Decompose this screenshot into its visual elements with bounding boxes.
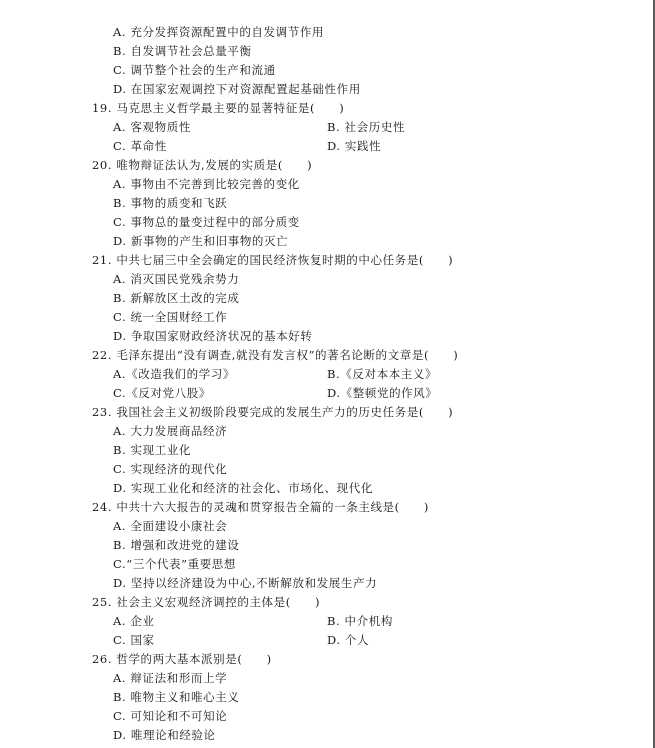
q20-option-b: B. 事物的质变和飞跃: [113, 196, 228, 210]
q22-option-c: C.《反对党八股》: [113, 386, 211, 400]
q18-option-a: A. 充分发挥资源配置中的自发调节作用: [113, 25, 325, 39]
question-21: 21. 中共七届三中全会确定的国民经济恢复时期的中心任务是( ): [92, 253, 454, 267]
q26-option-c: C. 可知论和不可知论: [113, 709, 228, 723]
q19-option-a: A. 客观物质性: [113, 120, 191, 134]
q25-option-a: A. 企业: [113, 614, 155, 628]
q20-option-d: D. 新事物的产生和旧事物的灭亡: [113, 234, 289, 248]
q18-option-b: B. 自发调节社会总量平衡: [113, 44, 252, 58]
q23-option-a: A. 大力发展商品经济: [113, 424, 228, 438]
question-24: 24. 中共十六大报告的灵魂和贯穿报告全篇的一条主线是( ): [92, 500, 430, 514]
q24-option-d: D. 坚持以经济建设为中心,不断解放和发展生产力: [113, 576, 378, 590]
q21-option-a: A. 消灭国民党残余势力: [113, 272, 240, 286]
question-25: 25. 社会主义宏观经济调控的主体是( ): [92, 595, 321, 609]
q23-option-c: C. 实现经济的现代化: [113, 462, 228, 476]
question-26: 26. 哲学的两大基本派别是( ): [92, 652, 272, 666]
question-23: 23. 我国社会主义初级阶段要完成的发展生产力的历史任务是( ): [92, 405, 454, 419]
q26-option-b: B. 唯物主义和唯心主义: [113, 690, 240, 704]
q23-option-d: D. 实现工业化和经济的社会化、市场化、现代化: [113, 481, 373, 495]
question-20: 20. 唯物辩证法认为,发展的实质是( ): [92, 158, 313, 172]
q22-option-d: D.《整顿党的作风》: [327, 386, 438, 400]
q21-option-c: C. 统一全国财经工作: [113, 310, 228, 324]
question-19: 19. 马克思主义哲学最主要的显著特征是( ): [92, 101, 345, 115]
q22-option-b: B.《反对本本主义》: [327, 367, 438, 381]
q26-option-a: A. 辩证法和形而上学: [113, 671, 228, 685]
q19-option-d: D. 实践性: [327, 139, 382, 153]
q25-option-c: C. 国家: [113, 633, 155, 647]
q25-option-b: B. 中介机构: [327, 614, 393, 628]
question-22: 22. 毛泽东提出“没有调查,就没有发言权”的著名论断的文章是( ): [92, 348, 459, 362]
q21-option-d: D. 争取国家财政经济状况的基本好转: [113, 329, 313, 343]
q22-option-a: A.《改造我们的学习》: [113, 367, 236, 381]
q18-option-c: C. 调节整个社会的生产和流通: [113, 63, 276, 77]
q20-option-c: C. 事物总的量变过程中的部分质变: [113, 215, 300, 229]
q20-option-a: A. 事物由不完善到比较完善的变化: [113, 177, 300, 191]
q25-option-d: D. 个人: [327, 633, 370, 647]
q23-option-b: B. 实现工业化: [113, 443, 192, 457]
q24-option-a: A. 全面建设小康社会: [113, 519, 228, 533]
q26-option-d: D. 唯理论和经验论: [113, 728, 216, 742]
q21-option-b: B. 新解放区土改的完成: [113, 291, 240, 305]
q24-option-b: B. 增强和改进党的建设: [113, 538, 240, 552]
q18-option-d: D. 在国家宏观调控下对资源配置起基础性作用: [113, 82, 361, 96]
q19-option-b: B. 社会历史性: [327, 120, 406, 134]
q24-option-c: C.“三个代表”重要思想: [113, 557, 237, 571]
q19-option-c: C. 革命性: [113, 139, 167, 153]
